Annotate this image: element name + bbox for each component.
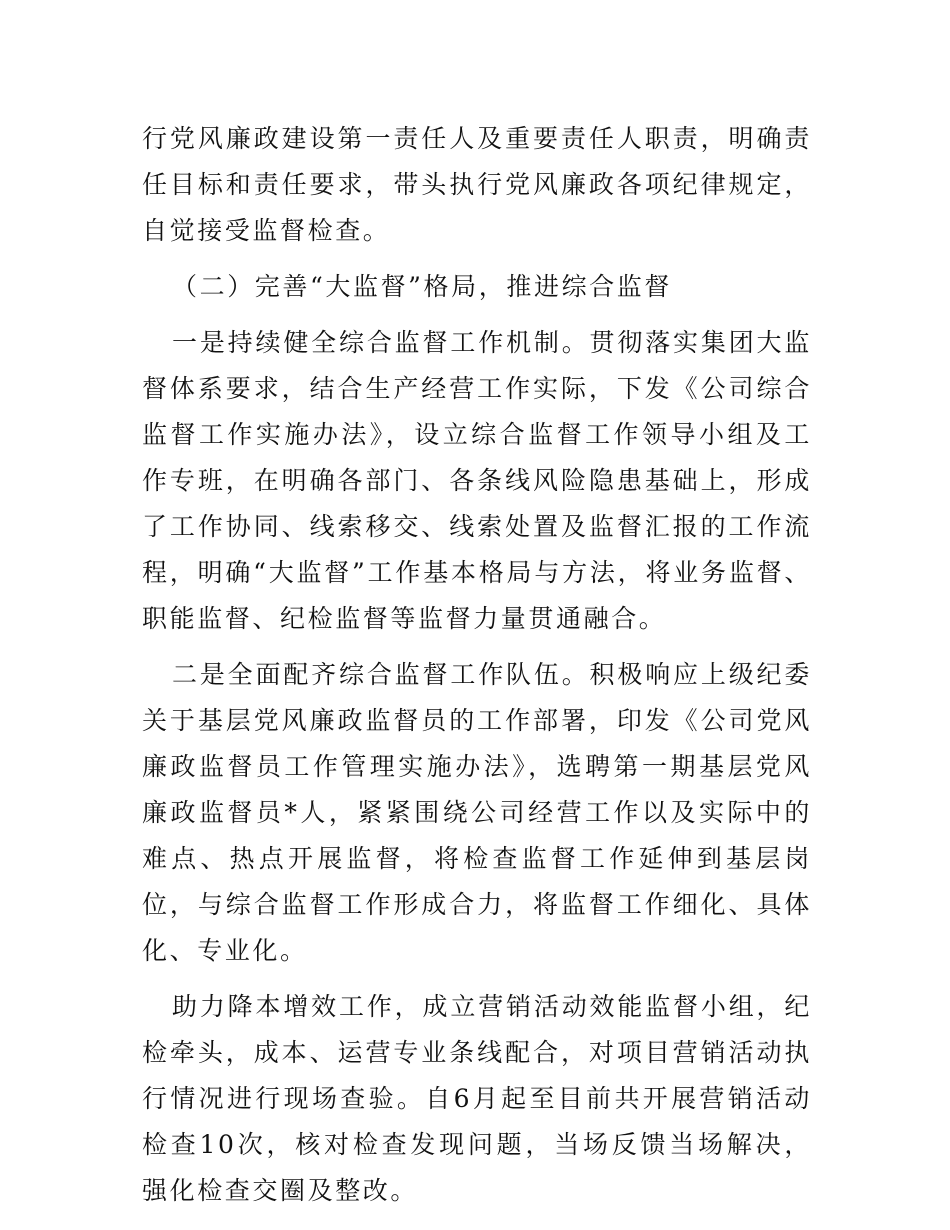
paragraph-cost-reduction: 助力降本增效工作，成立营销活动效能监督小组，纪检牵头，成本、运营专业条线配合，对项目营销活动执行情况进行现场查验。自6月起至目前共开展营销活动检查10次，核对检查发现问题，当场反馈当场解决，强化检查交圈及整改。 <box>142 992 812 1205</box>
paragraph-team: 二是全面配齐综合监督工作队伍。积极响应上级纪委关于基层党风廉政监督员的工作部署，印发《公司党风廉政监督员工作管理实施办法》，选聘第一期基层党风廉政监督员*人，紧紧围绕公司经营工作以及实际中的难点、热点开展监督，将检查监督工作延伸到基层岗位，与综合监督工作形成合力，将监督工作细化、具体化、专业化。 <box>142 660 812 965</box>
paragraph-mechanism: 一是持续健全综合监督工作机制。贯彻落实集团大监督体系要求，结合生产经营工作实际，下发《公司综合监督工作实施办法》，设立综合监督工作领导小组及工作专班，在明确各部门、各条线风险隐患基础上，形成了工作协同、线索移交、线索处置及监督汇报的工作流程，明确“大监督”工作基本格局与方法，将业务监督、职能监督、纪检监督等监督力量贯通融合。 <box>142 328 812 633</box>
paragraph-continued: 行党风廉政建设第一责任人及重要责任人职责，明确责任目标和责任要求，带头执行党风廉政各项纪律规定，自觉接受监督检查。 <box>142 124 812 245</box>
document-body <box>142 116 812 1214</box>
section-heading-2: （二）完善“大监督”格局，推进综合监督 <box>172 272 672 301</box>
